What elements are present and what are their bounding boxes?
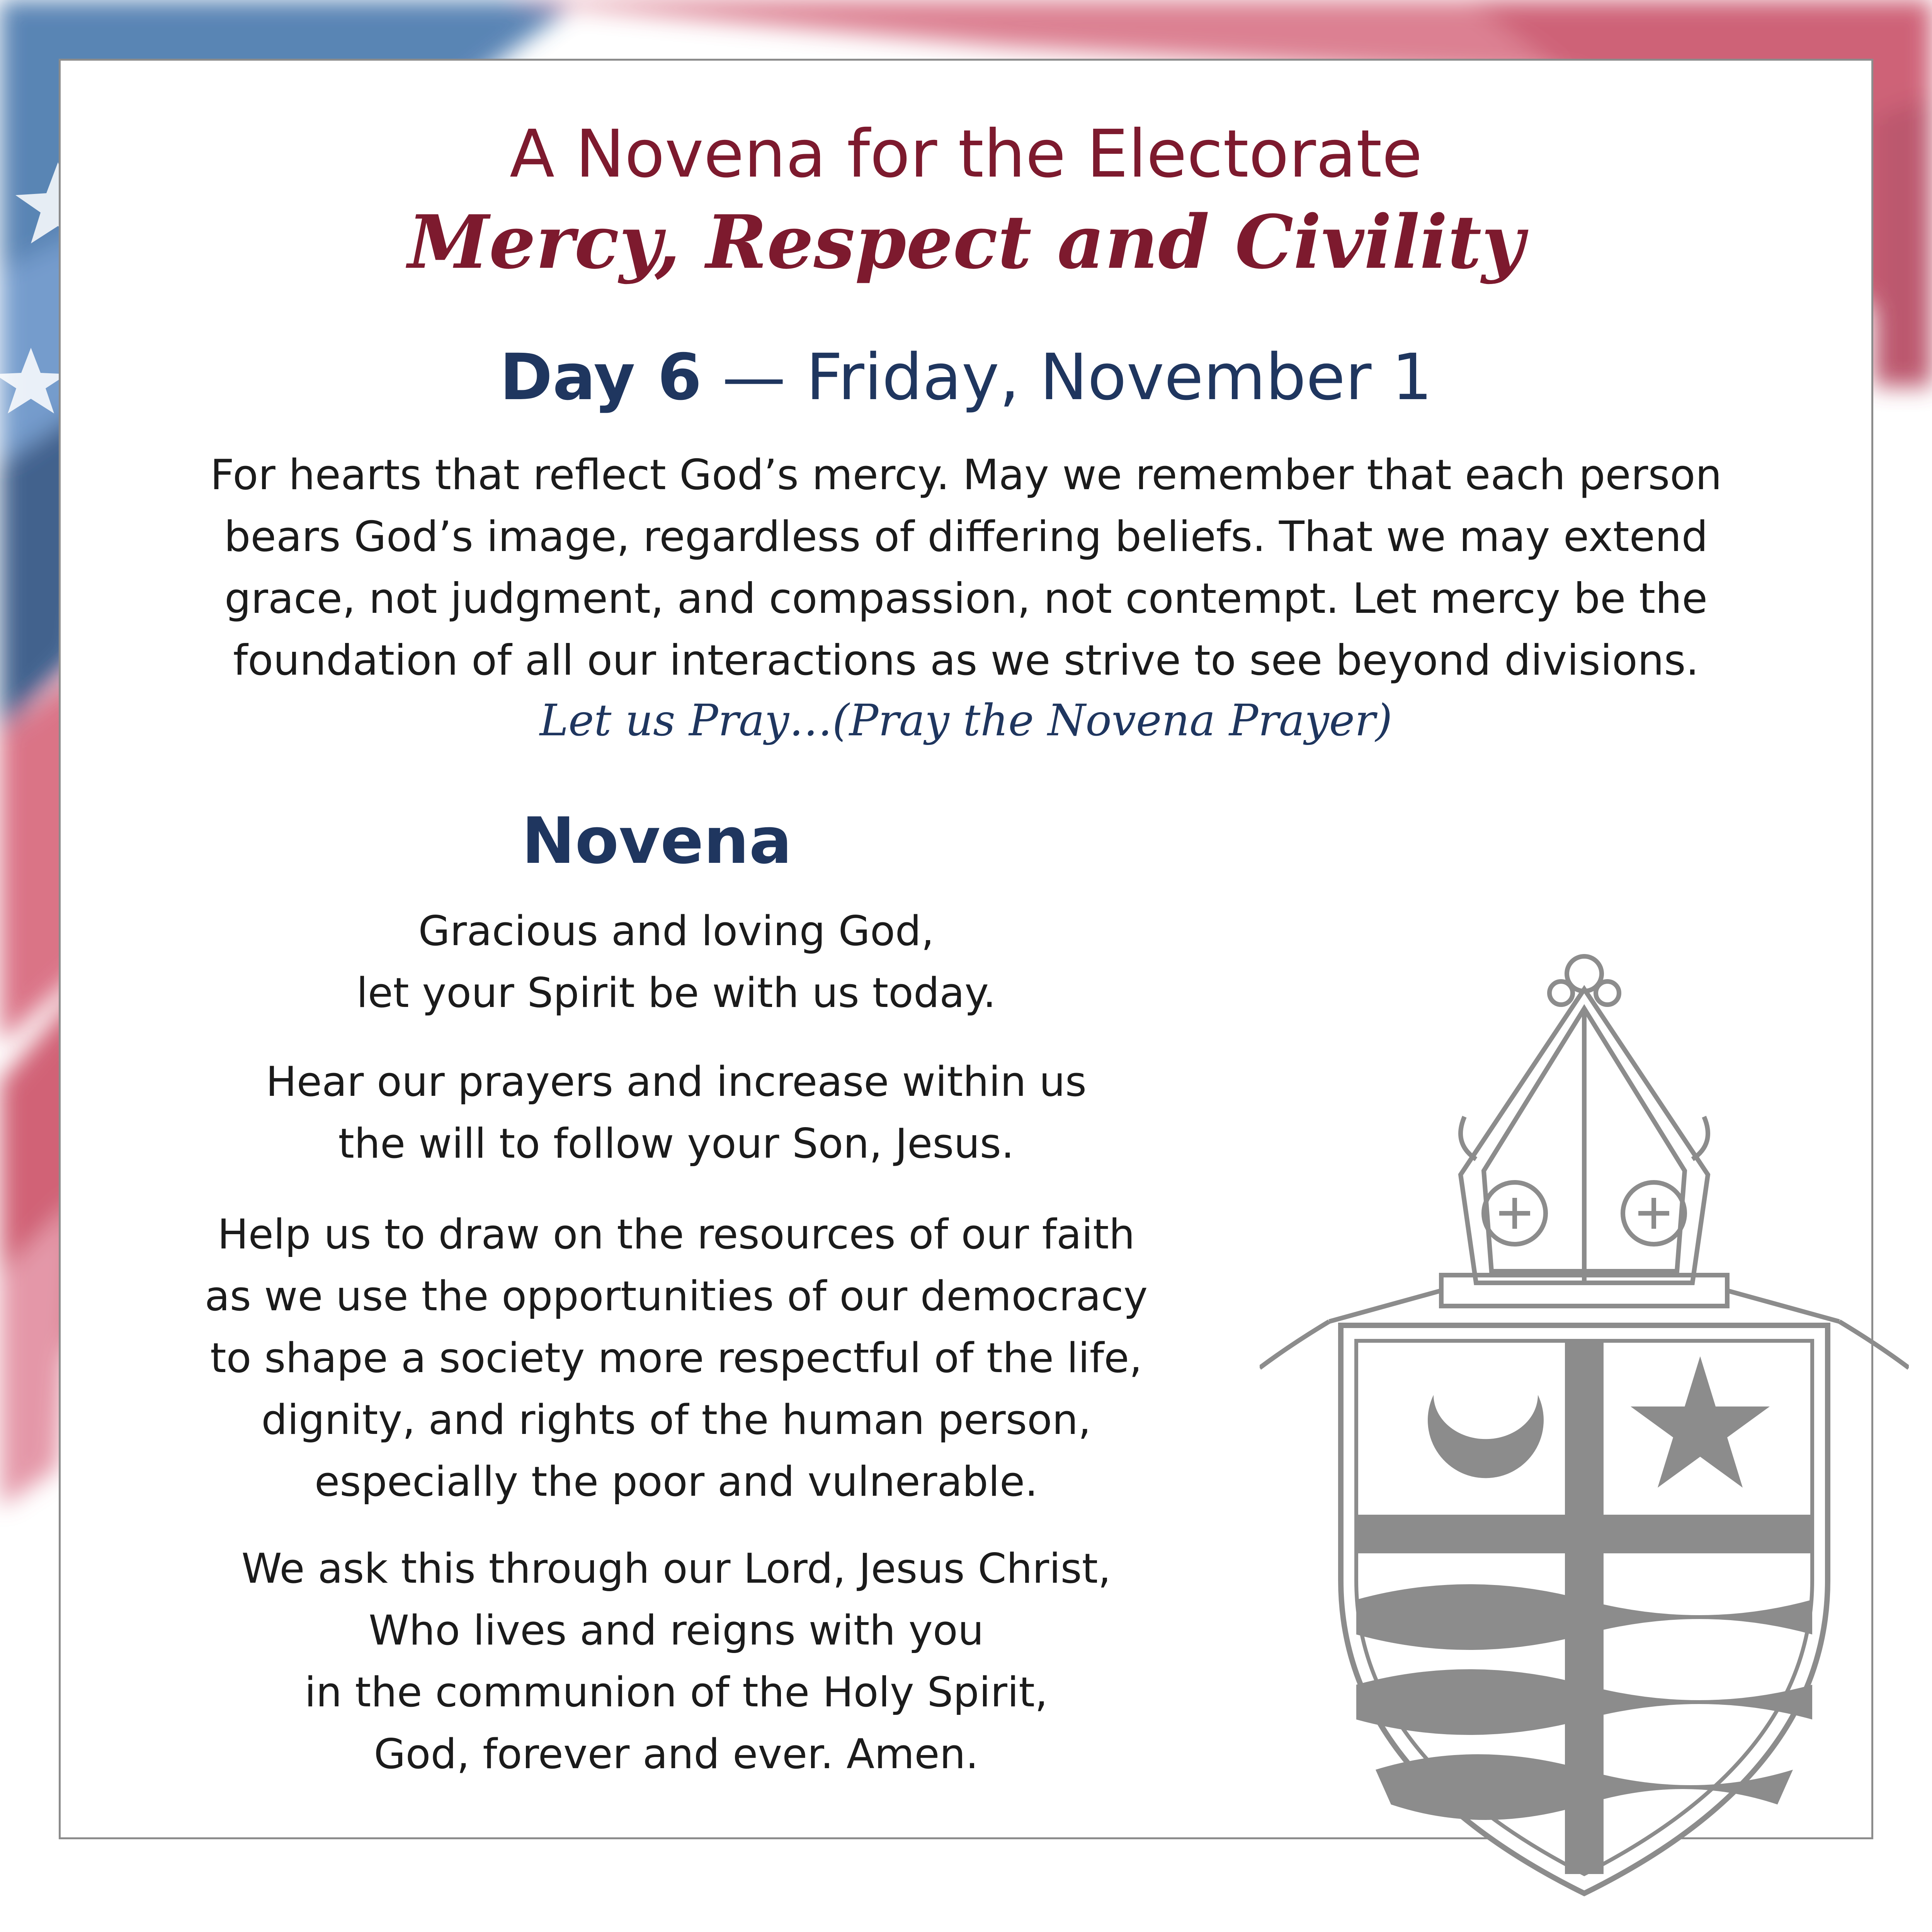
day-heading xyxy=(0,340,1932,414)
coat-of-arms-icon xyxy=(1260,943,1909,1897)
prayer-line: in the communion of the Holy Spirit, xyxy=(304,1668,1048,1716)
day-date: Friday, November 1 xyxy=(806,340,1432,414)
prayer-line: God, forever and ever. Amen. xyxy=(374,1730,979,1778)
page-title: A Novena for the Electorate xyxy=(509,116,1423,192)
prayer-invitation: Let us Pray…(Pray the Novena Prayer) xyxy=(539,696,1393,746)
prayer-line: We ask this through our Lord, Jesus Christ, xyxy=(241,1545,1111,1592)
prayer-line: Who lives and reigns with you xyxy=(368,1607,984,1654)
prayer-line: let your Spirit be with us today. xyxy=(356,969,996,1017)
prayer-stanza xyxy=(174,1051,1179,1175)
intro-line: For hearts that reflect God’s mercy. May we remember that each person xyxy=(210,451,1722,499)
intro-line: foundation of all our interactions as we strive to see beyond divisions. xyxy=(233,636,1699,685)
prayer-line: dignity, and rights of the human person, xyxy=(261,1396,1091,1444)
shield-icon xyxy=(1341,1325,1828,1893)
mitre-icon xyxy=(1260,956,1909,1368)
intro-line: bears God’s image, regardless of differing beliefs. That we may extend xyxy=(224,513,1708,561)
prayer-line: especially the poor and vulnerable. xyxy=(315,1458,1038,1505)
day-separator: — xyxy=(702,340,806,414)
prayer-line: as we use the opportunities of our democracy xyxy=(204,1272,1148,1320)
day-label: Day 6 xyxy=(500,340,702,414)
prayer-stanza xyxy=(174,1204,1179,1513)
prayer-line: Hear our prayers and increase within us xyxy=(266,1058,1087,1105)
prayer-line: Gracious and loving God, xyxy=(418,907,934,955)
page-subtitle: Mercy, Respect and Civility xyxy=(408,199,1524,285)
novena-heading: Novena xyxy=(522,804,792,878)
prayer-line: the will to follow your Son, Jesus. xyxy=(338,1120,1014,1167)
prayer-line: to shape a society more respectful of the life, xyxy=(210,1334,1142,1382)
prayer-stanza xyxy=(174,1538,1179,1785)
intro-line: grace, not judgment, and compassion, not contempt. Let mercy be the xyxy=(224,575,1708,623)
prayer-stanza xyxy=(174,900,1179,1024)
intro-paragraph xyxy=(0,444,1932,692)
prayer-line: Help us to draw on the resources of our faith xyxy=(217,1211,1135,1258)
